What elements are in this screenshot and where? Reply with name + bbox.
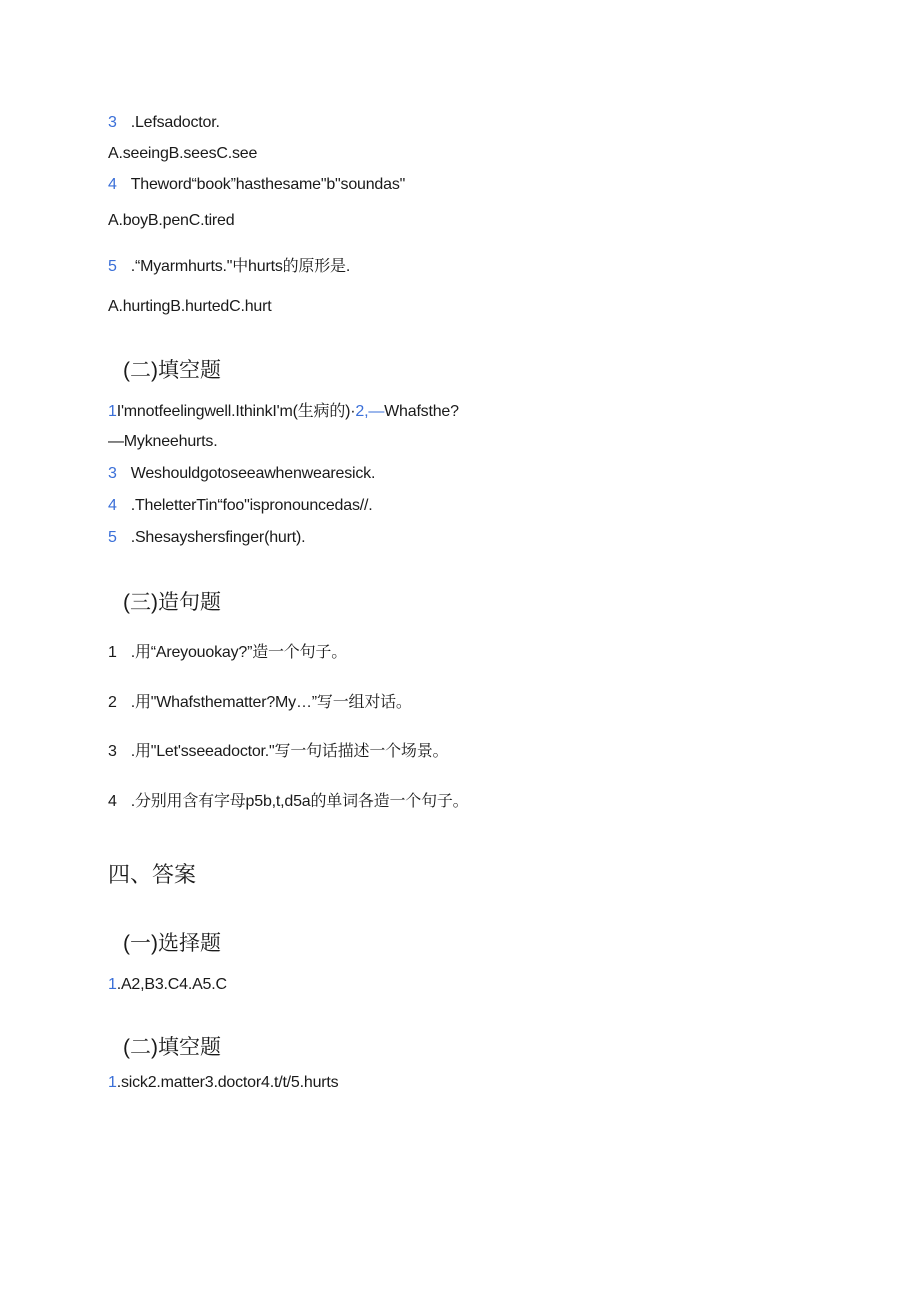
question-number: 1: [108, 644, 117, 661]
question-number: 3: [108, 743, 117, 760]
section-title-sentence: (三)造句题: [123, 591, 221, 614]
question-number: 5: [108, 529, 117, 546]
question-text: Whafsthe?: [384, 403, 459, 420]
section-title-answers: 四、答案: [108, 862, 197, 887]
question-text: .Shesayshersfinger(hurt).: [130, 529, 306, 546]
fill-question-4: [108, 497, 372, 515]
question-5-options: A.hurtingB.hurtedC.hurt: [108, 298, 272, 315]
question-4-options: A.boyB.penC.tired: [108, 212, 235, 229]
question-number: 4: [108, 176, 117, 193]
fill-question-1-answer-line: —Mykneehurts.: [108, 433, 218, 450]
question-4: [108, 176, 405, 194]
section-title-fill: (二)填空题: [123, 359, 221, 382]
question-3-options: A.seeingB.seesC.see: [108, 145, 258, 162]
answer-number: 1: [108, 1074, 117, 1091]
answers-choice-title: (一)选择题: [123, 932, 221, 955]
question-text: .“Myarmhurts."中hurts的原形是.: [130, 258, 351, 275]
question-text: .用“Areyouokay?”造一个句子。: [130, 644, 347, 661]
sentence-question: [108, 639, 347, 662]
fill-question-5: [108, 529, 305, 547]
question-text: Theword“book”hasthesame"b"soundas": [130, 176, 406, 193]
question-text: .用"Whafsthematter?My…”写一组对话。: [130, 694, 412, 711]
answer-text: .sick2.matter3.doctor4.t/t/5.hurts: [116, 1074, 339, 1091]
fill-question-1: [108, 398, 459, 421]
question-text: Weshouldgotoseeawhenwearesick.: [130, 465, 376, 482]
question-text: .Lefsadoctor.: [130, 114, 220, 131]
answers-fill: [108, 1074, 338, 1092]
question-number: 3: [108, 114, 117, 131]
sentence-question: [108, 788, 468, 811]
answer-text: .A2,B3.C4.A5.C: [116, 976, 227, 993]
answers-choice: [108, 976, 227, 994]
sentence-question: [108, 689, 412, 712]
question-5: [108, 253, 350, 276]
fill-question-3: [108, 465, 375, 483]
question-number: 1: [108, 403, 117, 420]
question-number: 2: [108, 694, 117, 711]
sentence-question: [108, 738, 448, 761]
question-number: 3: [108, 465, 117, 482]
question-text: .用"Let'sseeadoctor."写一句话描述一个场景。: [130, 743, 449, 760]
question-text: .分别用含有字母p5b,t,d5a的单词各造一个句子。: [130, 793, 469, 810]
answer-number: 1: [108, 976, 117, 993]
question-number: 4: [108, 793, 117, 810]
question-number: 5: [108, 258, 117, 275]
question-number: 2,—: [355, 403, 385, 420]
question-number: 4: [108, 497, 117, 514]
question-text: .TheletterTin“foo"ispronouncedas//.: [130, 497, 373, 514]
answers-fill-title: (二)填空题: [123, 1036, 221, 1059]
question-3: [108, 114, 220, 132]
question-text: I'mnotfeelingwell.IthinkI'm(生病的)·: [116, 403, 356, 420]
